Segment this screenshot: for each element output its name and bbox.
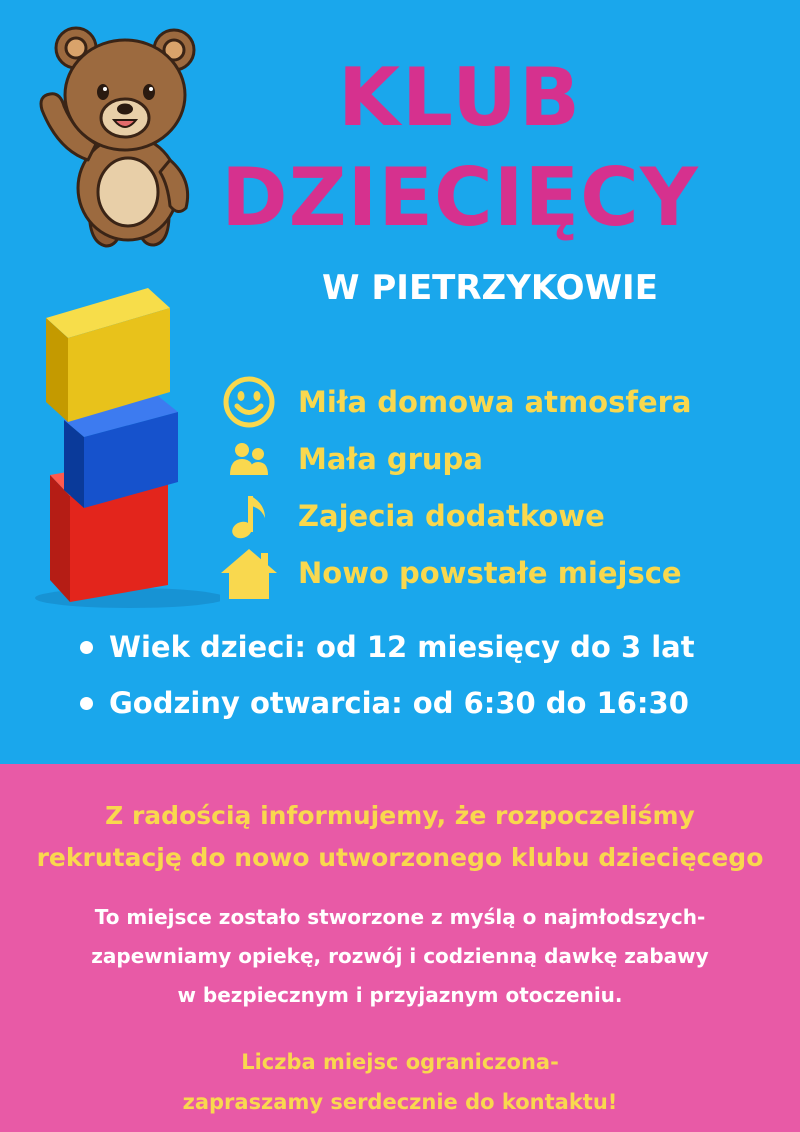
subtitle: W PIETRZYKOWIE bbox=[322, 268, 658, 308]
info-age bbox=[80, 630, 780, 664]
title-line-1: KLUB bbox=[337, 51, 583, 144]
feature-atmosphere bbox=[218, 376, 692, 428]
info-text: Wiek dzieci: od 12 miesięcy do 3 lat bbox=[109, 630, 695, 664]
announcement-line-2: rekrutację do nowo utworzonego klubu dziecięcego bbox=[36, 843, 764, 872]
feature-extra-classes bbox=[218, 490, 605, 542]
info-hours bbox=[80, 686, 780, 720]
bullet-icon bbox=[80, 641, 93, 654]
feature-label: Miła domowa atmosfera bbox=[298, 385, 692, 419]
bullet-icon bbox=[80, 697, 93, 710]
call-to-action-line-1: Liczba miejsc ograniczona- bbox=[241, 1050, 559, 1074]
toy-blocks-illustration bbox=[30, 280, 220, 610]
feature-small-group bbox=[218, 433, 483, 485]
group-icon bbox=[218, 433, 280, 485]
feature-label: Zajecia dodatkowe bbox=[298, 499, 605, 533]
music-note-icon bbox=[218, 490, 280, 542]
description-line-1: To miejsce zostało stworzone z myślą o najmłodszych- bbox=[94, 905, 706, 929]
announcement-line-1: Z radością informujemy, że rozpoczeliśmy bbox=[105, 801, 695, 830]
info-text: Godziny otwarcia: od 6:30 do 16:30 bbox=[109, 686, 689, 720]
teddy-bear-illustration bbox=[28, 20, 198, 255]
feature-label: Mała grupa bbox=[298, 442, 483, 476]
description-line-2: zapewniamy opiekę, rozwój i codzienną dawkę zabawy bbox=[91, 944, 709, 968]
smiley-icon bbox=[218, 376, 280, 428]
call-to-action-line-2: zapraszamy serdecznie do kontaktu! bbox=[182, 1090, 618, 1114]
house-icon bbox=[218, 547, 280, 599]
title-line-2: DZIECIĘCY bbox=[221, 151, 699, 244]
feature-label: Nowo powstałe miejsce bbox=[298, 556, 682, 590]
description-line-3: w bezpiecznym i przyjaznym otoczeniu. bbox=[177, 983, 623, 1007]
feature-new-place bbox=[218, 547, 682, 599]
